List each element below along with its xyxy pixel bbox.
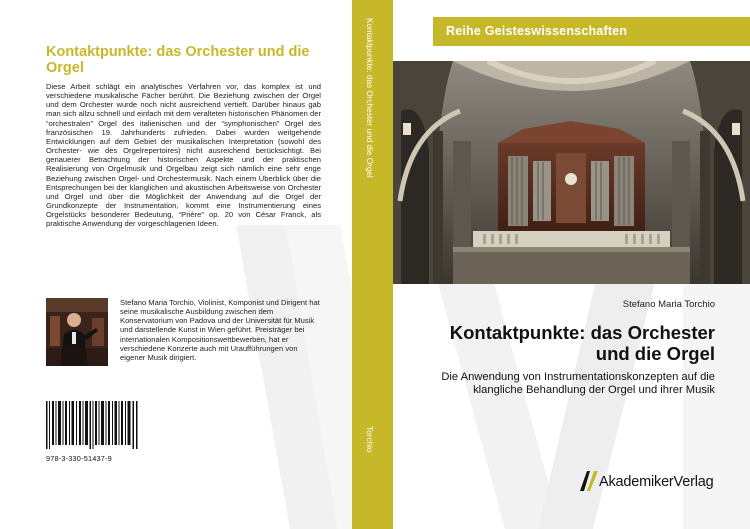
akademiker-verlag-logo-icon [579, 469, 599, 493]
book-description: Diese Arbeit schlägt ein analytisches Verfahren vor, das komplex ist und verschiedene musikalische Fächer berührt. Die Beziehung zwischen der Orgel und dem Orchester wurde noch nicht ausreichend vertieft. Darüber hinaus gab man sich allzu schnell und einfach mit dem veralteten historischen Phänomen der “orchestralen” Orgel des italienischen und der “symphonischen” Orgel des französischen 19. Jahrhunderts zufrieden. Dabei wurden weitgehende Entwicklungen auf dem Gebiet der musikalischen Interpretation (sowohl des Orchester- wie des Orgelrepertoires) nicht ausreichend berücksichtigt. Bei genauerer Betrachtung der historischen Aspekte und der praktischen Realisierung von Orgelmusik und Orgelbau zeigt sich nämlich eine sehr enge Beziehung zwischen Orgel- und Orchestermusik. Nach einem Überblick über die Entsprechungen bei der klanglichen und akustischen Arbeitsweise von Orchester und Orgel und über die Möglichkeit der Anwendung auf die Orgel der Grundkonzepte der Instrumentation, kommt eine Instrumentierung eines Orgelstücks besonderer Bedeutung, “Prière” op. 20 von César Franck, als praktische Anwendung der vorgeschlagenen Ideen. [46, 82, 321, 229]
cover-photo-organ [393, 61, 750, 284]
front-author: Stefano Maria Torchio [622, 299, 715, 310]
front-title: Kontaktpunkte: das Orchester und die Orgel [449, 322, 715, 364]
author-photo [46, 298, 108, 366]
isbn-number: 978-3-330-51437-9 [46, 454, 112, 463]
spine-author: Torchio [365, 426, 374, 453]
barcode-icon [46, 401, 138, 449]
author-bio: Stefano Maria Torchio, Violinist, Komponist und Dirigent hat seine musikalische Ausbildung zwischen dem Konservatorium von Padova und der Universität für Musik und darstellende Kunst in Wien geführt. Preisträger bei internationalen Kompositionswettbewerben, hat er verschiedene Konzerte auch mit Uraufführungen von eigener Musik dirigiert. [120, 298, 320, 362]
publisher-name: AkademikerVerlag [599, 474, 714, 490]
publisher-logo [579, 467, 729, 497]
back-cover [0, 0, 352, 529]
front-subtitle: Die Anwendung von Instrumentationskonzepten auf die klangliche Behandlung der Orgel und ihrer Musik [441, 371, 715, 396]
back-title: Kontaktpunkte: das Orchester und die Orgel [46, 44, 310, 76]
front-cover [393, 0, 750, 529]
spine-title: Kontaktpunkte: das Orchester und die Orgel [365, 18, 374, 178]
series-label: Reihe Geisteswissenschaften [446, 24, 628, 38]
watermark-v-icon [0, 0, 352, 529]
